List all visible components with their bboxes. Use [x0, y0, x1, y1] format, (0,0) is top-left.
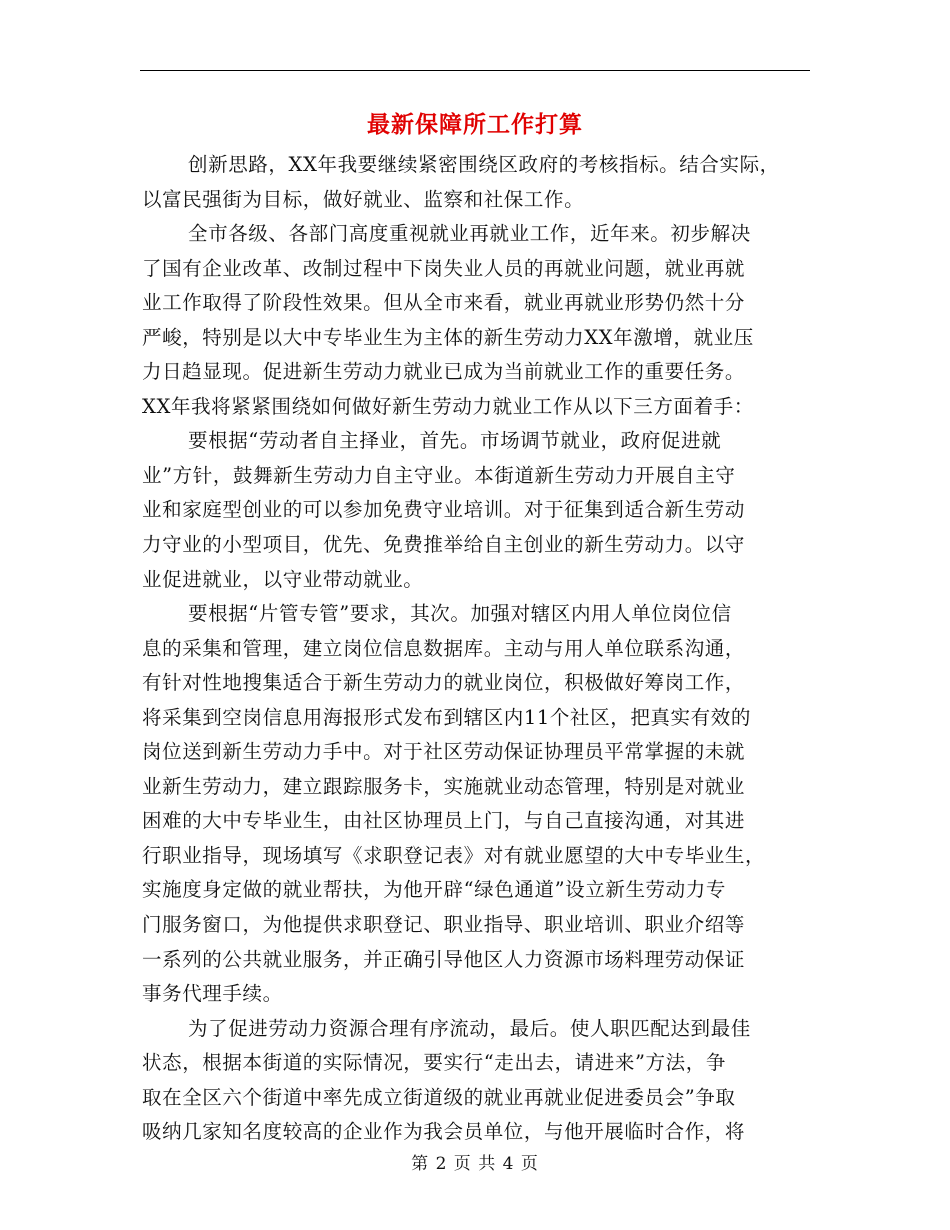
text-line: 要根据“片管专管”要求，其次。加强对辖区内用人单位岗位信: [188, 602, 732, 626]
document-body: [142, 148, 810, 1150]
text-line: 要根据“劳动者自主择业，首先。市场调节就业，政府促进就: [188, 429, 722, 453]
text-line: 力日趋显现。促进新生劳动力就业已成为当前就业工作的重要任务。: [142, 360, 746, 384]
text-line: 为了促进劳动力资源合理有序流动，最后。使人职匹配达到最佳: [188, 1016, 751, 1040]
text-line: 一系列的公共就业服务，并正确引导他区人力资源市场料理劳动保证: [142, 947, 746, 971]
page-footer: 第 2 页 共 4 页: [411, 1154, 539, 1174]
text-line: 了国有企业改革、改制过程中下岗失业人员的再就业问题，就业再就: [142, 256, 746, 280]
text-line: 以富民强街为目标，做好就业、监察和社保工作。: [142, 187, 585, 211]
text-line: 事务代理手续。: [142, 982, 283, 1006]
text-line: 有针对性地搜集适合于新生劳动力的就业岗位，积极做好筹岗工作，: [142, 671, 746, 695]
text-line: 业”方针，鼓舞新生劳动力自主守业。本街道新生劳动力开展自主守: [142, 463, 736, 487]
text-line: 业和家庭型创业的可以参加免费守业培训。对于征集到适合新生劳动: [142, 498, 746, 522]
text-line: 吸纳几家知名度较高的企业作为我会员单位，与他开展临时合作，将: [142, 1120, 746, 1144]
text-line: 状态，根据本街道的实际情况，要实行“走出去，请进来”方法，争: [142, 1051, 726, 1075]
text-line: 全市各级、各部门高度重视就业再就业工作，近年来。初步解决: [188, 222, 751, 246]
header-rule: [140, 70, 810, 71]
text-line: 业促进就业，以守业带动就业。: [142, 567, 424, 591]
text-line: 严峻，特别是以大中专毕业生为主体的新生劳动力XX年激增，就业压: [142, 325, 754, 349]
text-line: 困难的大中专毕业生，由社区协理员上门，与自己直接沟通，对其进: [142, 809, 746, 833]
text-line: 业工作取得了阶段性效果。但从全市来看，就业再就业形势仍然十分: [142, 291, 746, 315]
text-line: 创新思路，XX年我要继续紧密围绕区政府的考核指标。结合实际，: [188, 153, 780, 176]
text-line: 行职业指导，现场填写《求职登记表》对有就业愿望的大中专毕业生，: [142, 843, 766, 867]
text-line: 力守业的小型项目，优先、免费推举给自主创业的新生劳动力。以守: [142, 533, 746, 557]
text-line: 门服务窗口，为他提供求职登记、职业指导、职业培训、职业介绍等: [142, 913, 746, 937]
document-title: 最新保障所工作打算: [367, 111, 583, 138]
text-line: 将采集到空岗信息用海报形式发布到辖区内11个社区，把真实有效的: [142, 705, 751, 729]
text-line: XX年我将紧紧围绕如何做好新生劳动力就业工作从以下三方面着手：: [142, 394, 754, 418]
text-line: 实施度身定做的就业帮扶，为他开辟“绿色通道”设立新生劳动力专: [142, 878, 726, 902]
text-line: 息的采集和管理，建立岗位信息数据库。主动与用人单位联系沟通，: [142, 636, 746, 660]
text-line: 岗位送到新生劳动力手中。对于社区劳动保证协理员平常掌握的未就: [142, 740, 746, 764]
text-line: 业新生劳动力，建立跟踪服务卡，实施就业动态管理，特别是对就业: [142, 774, 746, 798]
text-line: 取在全区六个街道中率先成立街道级的就业再就业促进委员会”争取: [142, 1085, 736, 1109]
